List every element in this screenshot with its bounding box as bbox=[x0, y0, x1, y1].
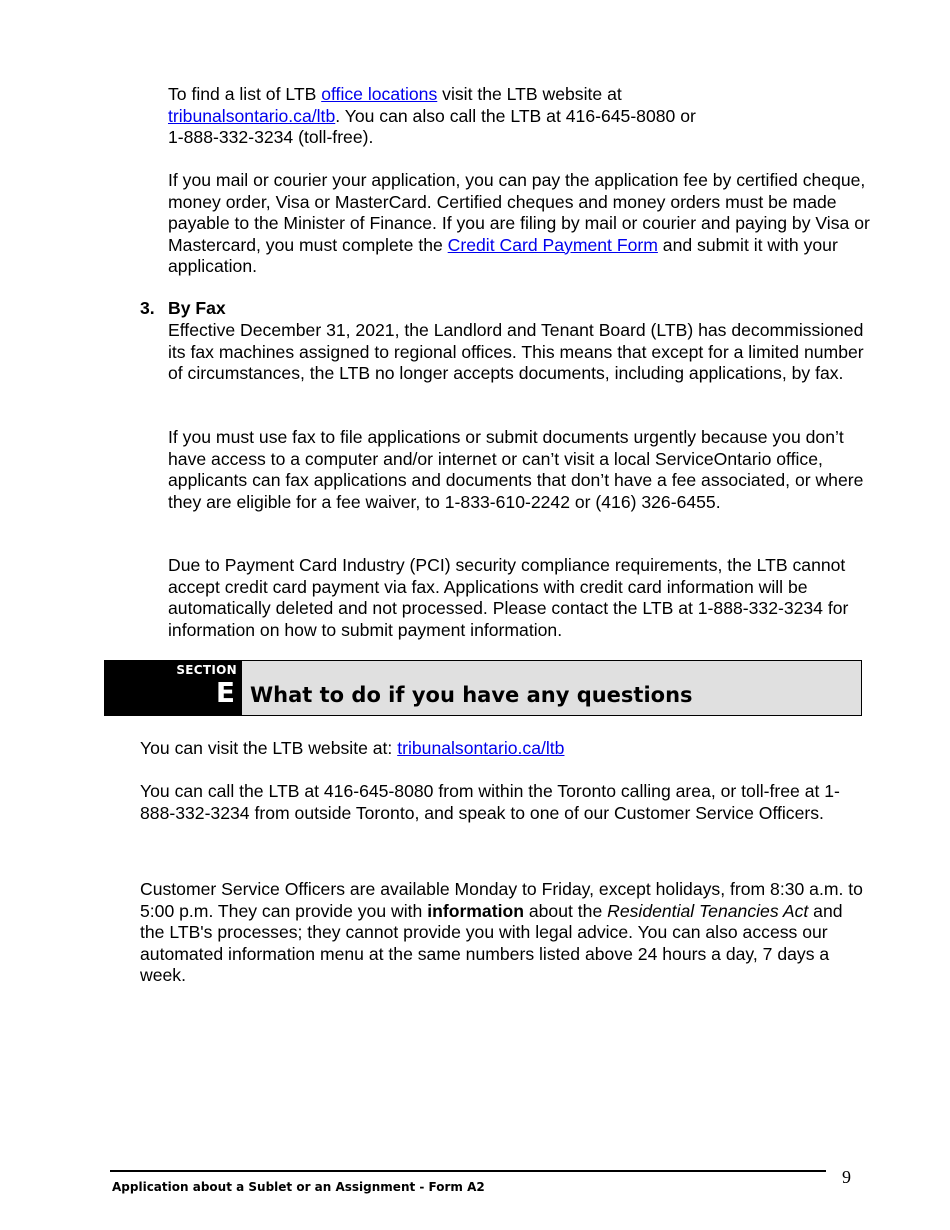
office-text-2: visit the LTB website at bbox=[437, 84, 622, 104]
credit-card-form-link[interactable]: Credit Card Payment Form bbox=[447, 234, 658, 255]
mail-payment-paragraph bbox=[168, 170, 880, 278]
section-letter: E bbox=[215, 676, 235, 709]
website-text: You can visit the LTB website at: bbox=[140, 738, 398, 758]
office-locations-paragraph bbox=[168, 84, 880, 149]
fax-paragraph-3: Due to Payment Card Industry (PCI) security compliance requirements, the LTB cannot accept credit card payment via fax. Applications with credit card information will be automatically deleted and not processed. Please contact the LTB at 1-888-332-3234 for information on how to submit payment information. bbox=[168, 555, 849, 640]
officers-text-2: about the bbox=[523, 900, 608, 921]
mail-text-2: and submit it with your application. bbox=[168, 234, 838, 276]
section-title: What to do if you have any questions bbox=[250, 683, 693, 707]
office-text-4: 1-888-332-3234 (toll-free). bbox=[168, 127, 374, 147]
fax-heading-text: By Fax bbox=[168, 298, 226, 318]
website-paragraph bbox=[140, 738, 870, 760]
officers-text-3: and the LTB's processes; they cannot provide you with legal advice. You can also access our automated information menu at the same numbers listed above 24 hours a day, 7 days a week. bbox=[140, 900, 843, 985]
footer-form-title: Application about a Sublet or an Assignment - Form A2 bbox=[112, 1180, 485, 1194]
officers-bold-information: information bbox=[427, 900, 524, 921]
page-number: 9 bbox=[842, 1167, 851, 1187]
section-label-box bbox=[104, 660, 241, 716]
footer-divider bbox=[110, 1170, 826, 1172]
officers-act-name: Residential Tenancies Act bbox=[607, 900, 809, 921]
office-text-1: To find a list of LTB bbox=[168, 84, 322, 104]
officers-text-1: Customer Service Officers are available Monday to Friday, except holidays, from 8:30 a.m. to 5:00 p.m. They can provide you with bbox=[140, 879, 863, 921]
mail-text-1: If you mail or courier your application, you can pay the application fee by certified cheque, money order, Visa or MasterCard. Certified cheques and money orders must be made payable to the Minister of Finance. If you are filing by mail or courier and paying by Visa or Mastercard, you must complete the bbox=[168, 170, 870, 255]
ltb-website-link[interactable]: tribunalsontario.ca/ltb bbox=[168, 105, 336, 126]
call-paragraph: You can call the LTB at 416-645-8080 from within the Toronto calling area, or toll-free at 1-888-332-3234 from outside Toronto, and speak to one of our Customer Service Officers. bbox=[140, 781, 840, 823]
questions-website-link[interactable]: tribunalsontario.ca/ltb bbox=[397, 738, 565, 758]
office-locations-link[interactable]: office locations bbox=[321, 84, 438, 104]
section-label: SECTION bbox=[176, 663, 237, 677]
fax-paragraph-1: Effective December 31, 2021, the Landlord and Tenant Board (LTB) has decommissioned its fax machines assigned to regional offices. This means that except for a limited number of circumstances, the LTB no longer accepts documents, including applications, by fax. bbox=[168, 320, 864, 383]
section-e-header bbox=[104, 660, 862, 716]
section-title-box bbox=[241, 660, 862, 716]
fax-paragraph-2: If you must use fax to file applications or submit documents urgently because you don’t have access to a computer and/or internet or can’t visit a local ServiceOntario office, applicants can fax applications and documents that don’t have a fee associated, or where they are eligible for a fee waiver, to 1-833-610-2242 or (416) 326-6455. bbox=[168, 427, 864, 512]
officers-paragraph bbox=[140, 879, 870, 987]
fax-item-number: 3. bbox=[140, 298, 155, 318]
fax-heading bbox=[140, 298, 226, 320]
office-text-3: . You can also call the LTB at 416-645-8080 or bbox=[335, 105, 696, 126]
